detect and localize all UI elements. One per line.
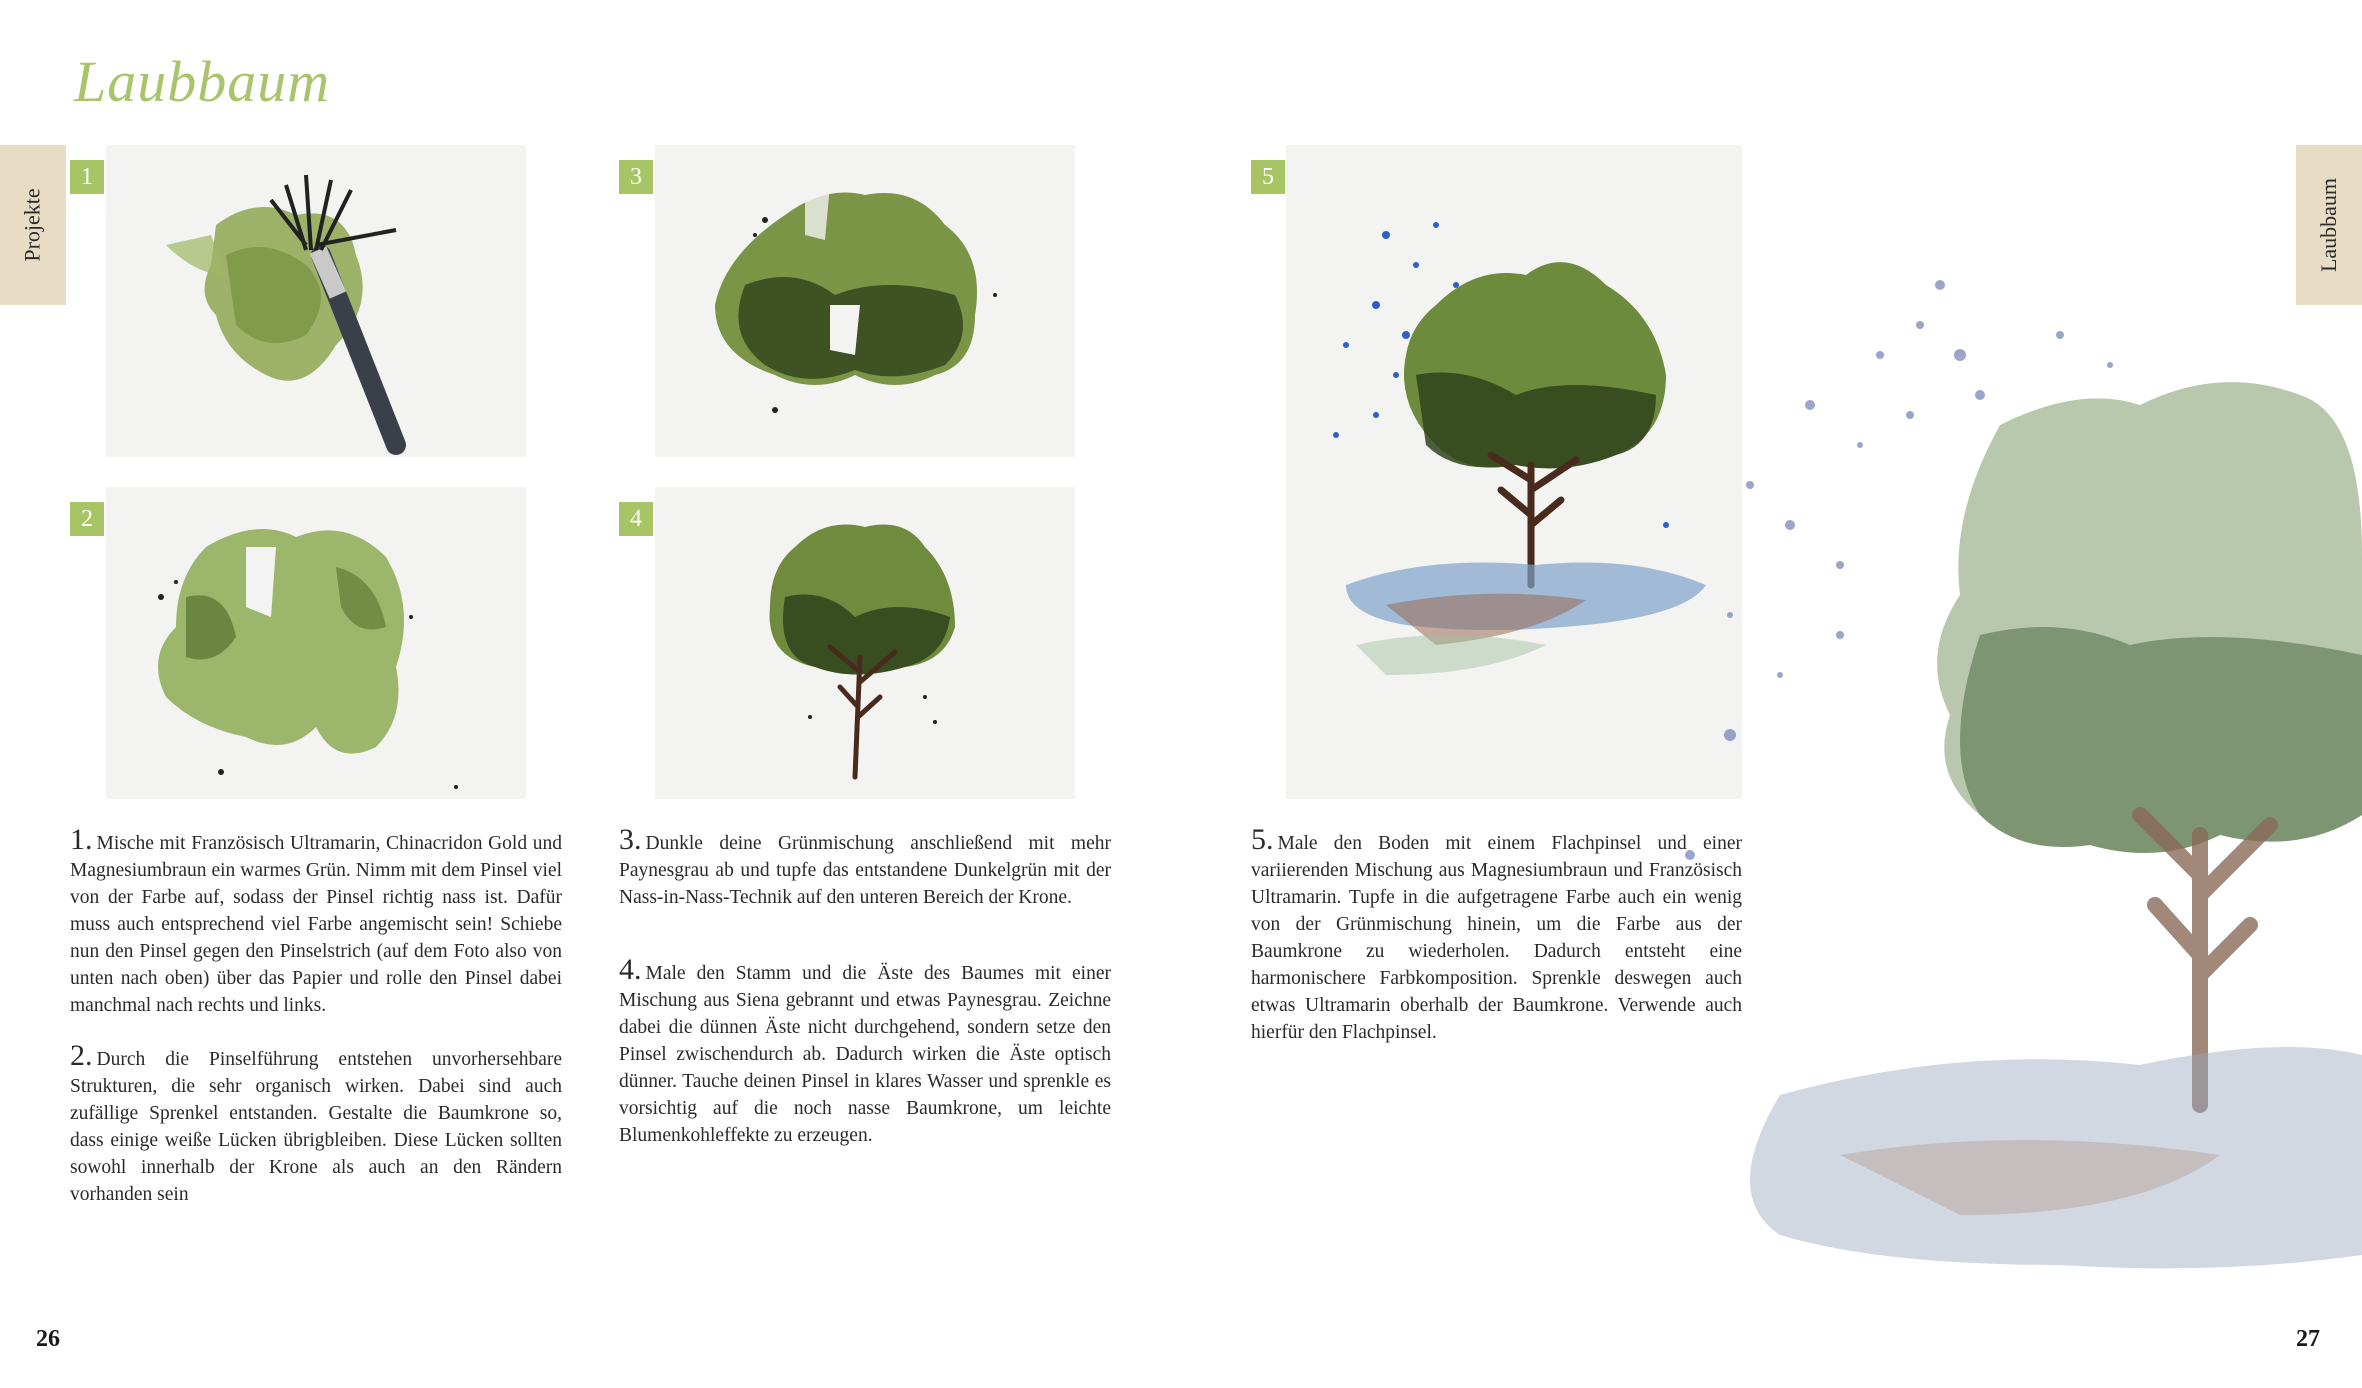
step-5-number: 5. bbox=[1251, 823, 1274, 856]
step-1-number: 1. bbox=[70, 823, 93, 856]
step-4-body: Male den Stamm und die Äste des Baumes mit einer Mischung aus Siena gebrannt und etwas Paynesgrau. Zeichne dabei die dünnen Äste nicht durchgehend, sondern setze den Pinsel zwischendurch ab. Dadurch wirken die Äste optisch dünner. Tauche deinen Pinsel in klares Wasser und sprenkle es vorsichtig auf die noch nasse Baumkrone, um leichte Blumenkohleffekte zu erzeugen. bbox=[619, 963, 1111, 1146]
step-2-body: Durch die Pinselführung entstehen unvorhersehbare Strukturen, die sehr organisch wirken. Dabei sind auch zufällige Sprenkel entstanden. Gestalte die Baumkrone so, dass einige weiße Lücken übrigbleiben. Diese Lücken sollten sowohl innerhalb der Krone als auch an den Rändern vorhanden sein bbox=[70, 1049, 562, 1205]
step-4-badge: 4 bbox=[619, 502, 653, 536]
section-tab-left bbox=[0, 145, 66, 305]
step-2-badge: 2 bbox=[70, 502, 104, 536]
step-1-illustration bbox=[106, 145, 526, 457]
step-2-illustration bbox=[106, 487, 526, 799]
step-2-number: 2. bbox=[70, 1039, 93, 1072]
step-2-photo bbox=[106, 487, 526, 799]
step-3-text bbox=[619, 823, 1111, 911]
step-3-badge: 3 bbox=[619, 160, 653, 194]
step-4-text bbox=[619, 953, 1111, 1149]
section-tab-left-label: Projekte bbox=[20, 188, 46, 262]
step-1-text bbox=[70, 823, 562, 1019]
step-5-body: Male den Boden mit einem Flachpinsel und einer variierenden Mischung aus Magnesiumbraun und Französisch Ultramarin. Tupfe in die aufgetragene Farbe auch ein wenig von der Grünmischung hinein, um die Farbe aus der Baumkrone zu wiederholen. Dadurch entsteht eine harmonischere Farbkomposition. Sprenkle deswegen auch etwas Ultramarin oberhalb der Baumkrone. Verwende auch hierfür den Flachpinsel. bbox=[1251, 833, 1742, 1043]
decorative-tree-illustration bbox=[1660, 255, 2362, 1315]
step-3-illustration bbox=[655, 145, 1075, 457]
page-number-left: 26 bbox=[36, 1326, 60, 1352]
step-5-text bbox=[1251, 823, 1742, 1046]
step-2-text bbox=[70, 1039, 562, 1208]
step-4-number: 4. bbox=[619, 953, 642, 986]
step-5-badge: 5 bbox=[1251, 160, 1285, 194]
step-4-illustration bbox=[655, 487, 1075, 799]
step-1-photo bbox=[106, 145, 526, 457]
step-3-number: 3. bbox=[619, 823, 642, 856]
page-title: Laubbaum bbox=[74, 49, 331, 114]
page-number-right: 27 bbox=[2296, 1326, 2320, 1352]
step-3-body: Dunkle deine Grünmischung anschließend mit mehr Paynesgrau ab und tupfe das entstandene Dunkelgrün mit der Nass-in-Nass-Technik auf den unteren Bereich der Krone. bbox=[619, 833, 1111, 908]
step-1-badge: 1 bbox=[70, 160, 104, 194]
section-tab-right-label: Laubbaum bbox=[2316, 177, 2341, 273]
step-3-photo bbox=[655, 145, 1075, 457]
step-1-body: Mische mit Französisch Ultramarin, Chinacridon Gold und Magnesiumbraun ein warmes Grün. Nimm mit dem Pinsel viel von der Farbe auf, sodass der Pinsel richtig nass ist. Dafür muss auch entsprechend viel Farbe angemischt sein! Schiebe nun den Pinsel gegen den Pinselstrich (auf dem Foto also von unten nach oben) über das Papier und rolle den Pinsel dabei manchmal nach rechts und links. bbox=[70, 833, 562, 1016]
step-4-photo bbox=[655, 487, 1075, 799]
